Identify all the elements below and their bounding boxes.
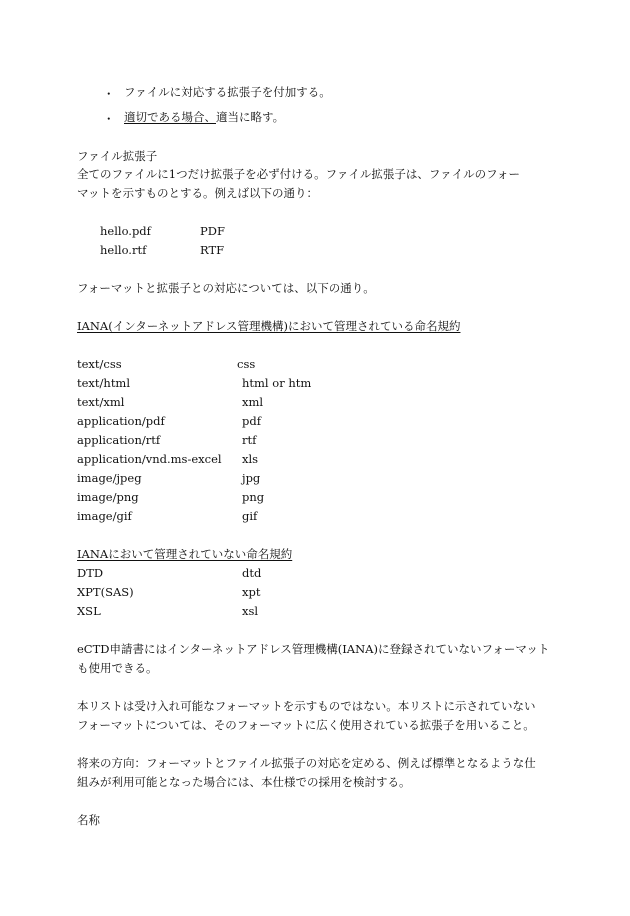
mime-extension: pdf (242, 414, 261, 428)
bullet-marker: ・ (103, 112, 115, 126)
example-format: RTF (200, 243, 225, 257)
mime-extension: jpg (242, 471, 261, 485)
format-extension: xpt (242, 585, 261, 599)
section-heading-extension: ファイル拡張子 (77, 149, 158, 163)
paragraph-line: 組みが利用可能となった場合には、本仕様での採用を検討する。 (77, 775, 411, 789)
mime-type: text/html (77, 376, 131, 390)
section-heading-name: 名称 (77, 813, 100, 827)
bullet-marker: ・ (103, 87, 115, 101)
section-heading-iana-unmanaged: IANAにおいて管理されていない命名規約 (77, 547, 293, 561)
example-format: PDF (200, 224, 225, 238)
mime-extension: gif (242, 509, 258, 523)
paragraph-line: マットを示すものとする。例えば以下の通り： (77, 186, 319, 200)
paragraph-line: 将来の方向：フォーマットとファイル拡張子の対応を定める、例えば標準となるような仕 (77, 756, 536, 770)
mime-extension: html or htm (242, 376, 312, 390)
paragraph-line: eCTD申請書にはインターネットアドレス管理機構(IANA)に登録されていないフォーマット (77, 642, 550, 656)
paragraph-line: フォーマットについては、そのフォーマットに広く使用されている拡張子を用いること。 (77, 718, 535, 732)
example-file: hello.rtf (100, 243, 147, 257)
mime-extension: rtf (242, 433, 257, 447)
bullet-rest-text: 適当に略す。 (216, 110, 285, 124)
format-name: XSL (77, 604, 101, 618)
mime-type: text/xml (77, 395, 125, 409)
mime-extension: css (237, 357, 256, 371)
mime-type: text/css (77, 357, 122, 371)
format-name: XPT(SAS) (77, 585, 134, 599)
example-file: hello.pdf (100, 224, 151, 238)
bullet-underlined-text: 適切である場合、 (124, 110, 216, 124)
paragraph-line: 全てのファイルに1つだけ拡張子を必ず付ける。ファイル拡張子は、ファイルのフォー (77, 167, 521, 181)
format-name: DTD (77, 566, 104, 580)
mime-type: application/vnd.ms-excel (77, 452, 222, 466)
mime-type: image/jpeg (77, 471, 142, 485)
format-extension: dtd (242, 566, 262, 580)
correspondence-text: フォーマットと拡張子との対応については、以下の通り。 (77, 281, 375, 295)
mime-type: image/png (77, 490, 139, 504)
section-heading-iana-managed: IANA(インターネットアドレス管理機構)において管理されている命名規約 (77, 319, 461, 333)
mime-type: image/gif (77, 509, 132, 523)
mime-extension: xls (242, 452, 259, 466)
mime-type: application/pdf (77, 414, 165, 428)
paragraph-line: 本リストは受け入れ可能なフォーマットを示すものではない。本リストに示されていない (77, 699, 536, 713)
bullet-text: ファイルに対応する拡張子を付加する。 (124, 85, 331, 99)
format-extension: xsl (242, 604, 259, 618)
mime-extension: xml (242, 395, 264, 409)
mime-extension: png (242, 490, 265, 504)
mime-type: application/rtf (77, 433, 161, 447)
paragraph-line: も使用できる。 (77, 661, 158, 675)
bullet-text (124, 110, 284, 124)
